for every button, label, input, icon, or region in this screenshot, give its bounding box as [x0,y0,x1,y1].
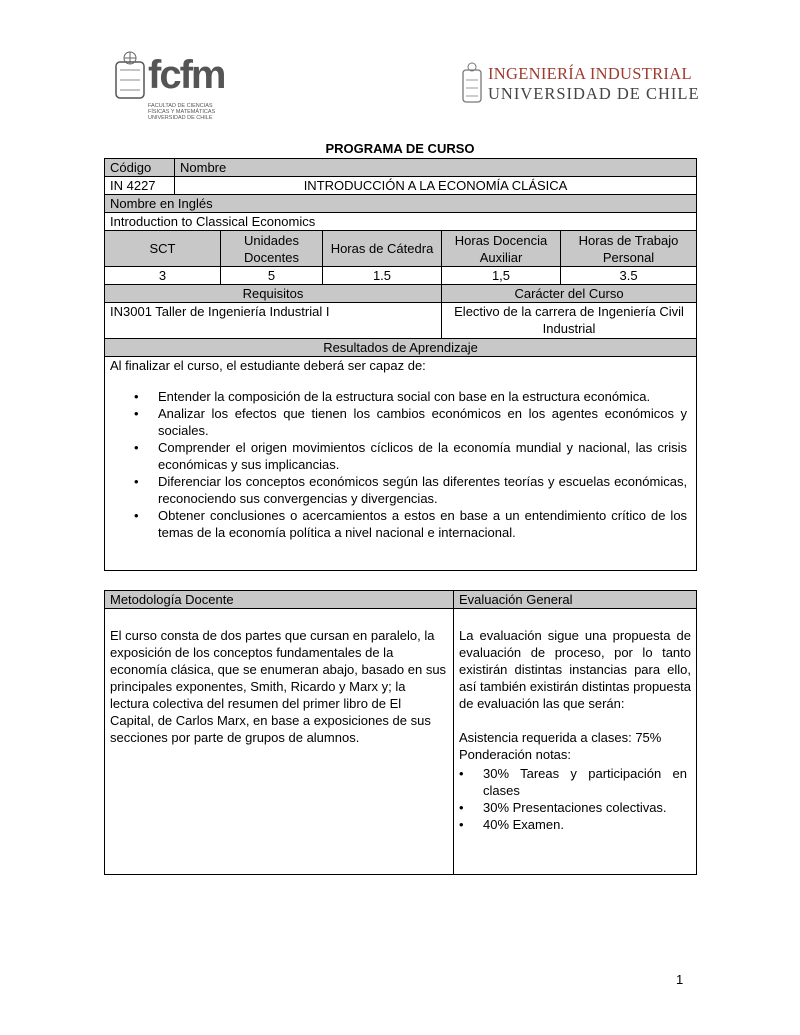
logo-line-1: INGENIERÍA INDUSTRIAL [488,64,692,83]
university-seal-icon [460,62,484,106]
weights-list [483,765,687,833]
course-table [104,158,697,571]
val-personal: 3.5 [561,267,697,285]
weight-item: • 30% Presentaciones colectivas. [483,799,687,816]
weight-item: • 40% Examen. [483,816,687,833]
val-unidades: 5 [221,267,323,285]
result-item: • Comprender el origen movimientos cíclicos de la economía mundial y nacional, las crisis económicas y sus implicancias. [158,439,687,473]
code-label: Código [105,159,175,177]
university-seal-icon [110,50,150,110]
result-item: • Analizar los efectos que tienen los cambios económicos en los agentes económicos y sociales. [158,405,687,439]
results-intro: Al finalizar el curso, el estudiante deberá ser capaz de: [110,358,426,373]
evaluation-text: La evaluación sigue una propuesta de evaluación de proceso, por lo tanto existirán distintas instancias para ello, así también existirán distintas propuesta de evaluación las que serán: [459,628,691,711]
logo-line-2: UNIVERSIDAD DE CHILE [488,84,700,103]
val-auxiliar: 1,5 [442,267,561,285]
val-catedra: 1.5 [323,267,442,285]
method-cell [105,609,454,875]
method-label: Metodología Docente [105,591,454,609]
attendance: Asistencia requerida a clases: 75% [459,730,662,745]
val-sct: 3 [105,267,221,285]
col-personal: Horas de Trabajo Personal [561,231,697,267]
evaluation-cell [454,609,697,875]
col-unidades: Unidades Docentes [221,231,323,267]
results-list [158,388,687,541]
page-number: 1 [676,972,684,987]
ingenieria-industrial-logo [460,62,700,112]
course-name: INTRODUCCIÓN A LA ECONOMÍA CLÁSICA [175,177,697,195]
character-value: Electivo de la carrera de Ingeniería Civil Industrial [442,303,697,339]
method-evaluation-table [104,590,697,875]
english-name: Introduction to Classical Economics [105,213,697,231]
name-label: Nombre [175,159,697,177]
col-auxiliar: Horas Docencia Auxiliar [442,231,561,267]
requisites-label: Requisitos [105,285,442,303]
fcfm-subtitle: FACULTAD DE CIENCIAS FÍSICAS Y MATEMÁTICAS UNIVERSIDAD DE CHILE [148,103,216,121]
results-cell [105,357,697,571]
weights-label: Ponderación notas: [459,747,572,762]
method-text: El curso consta de dos partes que cursan en paralelo, la exposición de los conceptos fundamentales de la economía clásica, que se enumeran abajo, basado en sus principales exponentes, Smith, Ricardo y Marx y; la lectura colectiva del resumen del primer libro de El Capital, de Carlos Marx, en base a exposiciones de sus secciones por parte de grupos de alumnos. [110,628,447,745]
fcfm-wordmark: fcfm [148,53,225,97]
results-label: Resultados de Aprendizaje [105,339,697,357]
weight-item: • 30% Tareas y participación en clases [483,765,687,799]
result-item: • Entender la composición de la estructura social con base en la estructura económica. [158,388,687,405]
page-title: PROGRAMA DE CURSO [325,141,475,156]
fcfm-logo [110,45,235,130]
col-sct: SCT [105,231,221,267]
result-item: • Diferenciar los conceptos económicos según las diferentes teorías y escuelas económicas, reconociendo sus convergencias y divergencias. [158,473,687,507]
result-item: • Obtener conclusiones o acercamientos a estos en base a un entendimiento crítico de los temas de la economía política a nivel nacional e internacional. [158,507,687,541]
col-catedra: Horas de Cátedra [323,231,442,267]
english-name-label: Nombre en Inglés [105,195,697,213]
character-label: Carácter del Curso [442,285,697,303]
evaluation-label: Evaluación General [454,591,697,609]
course-code: IN 4227 [105,177,175,195]
requisites-value: IN3001 Taller de Ingeniería Industrial I [105,303,442,339]
